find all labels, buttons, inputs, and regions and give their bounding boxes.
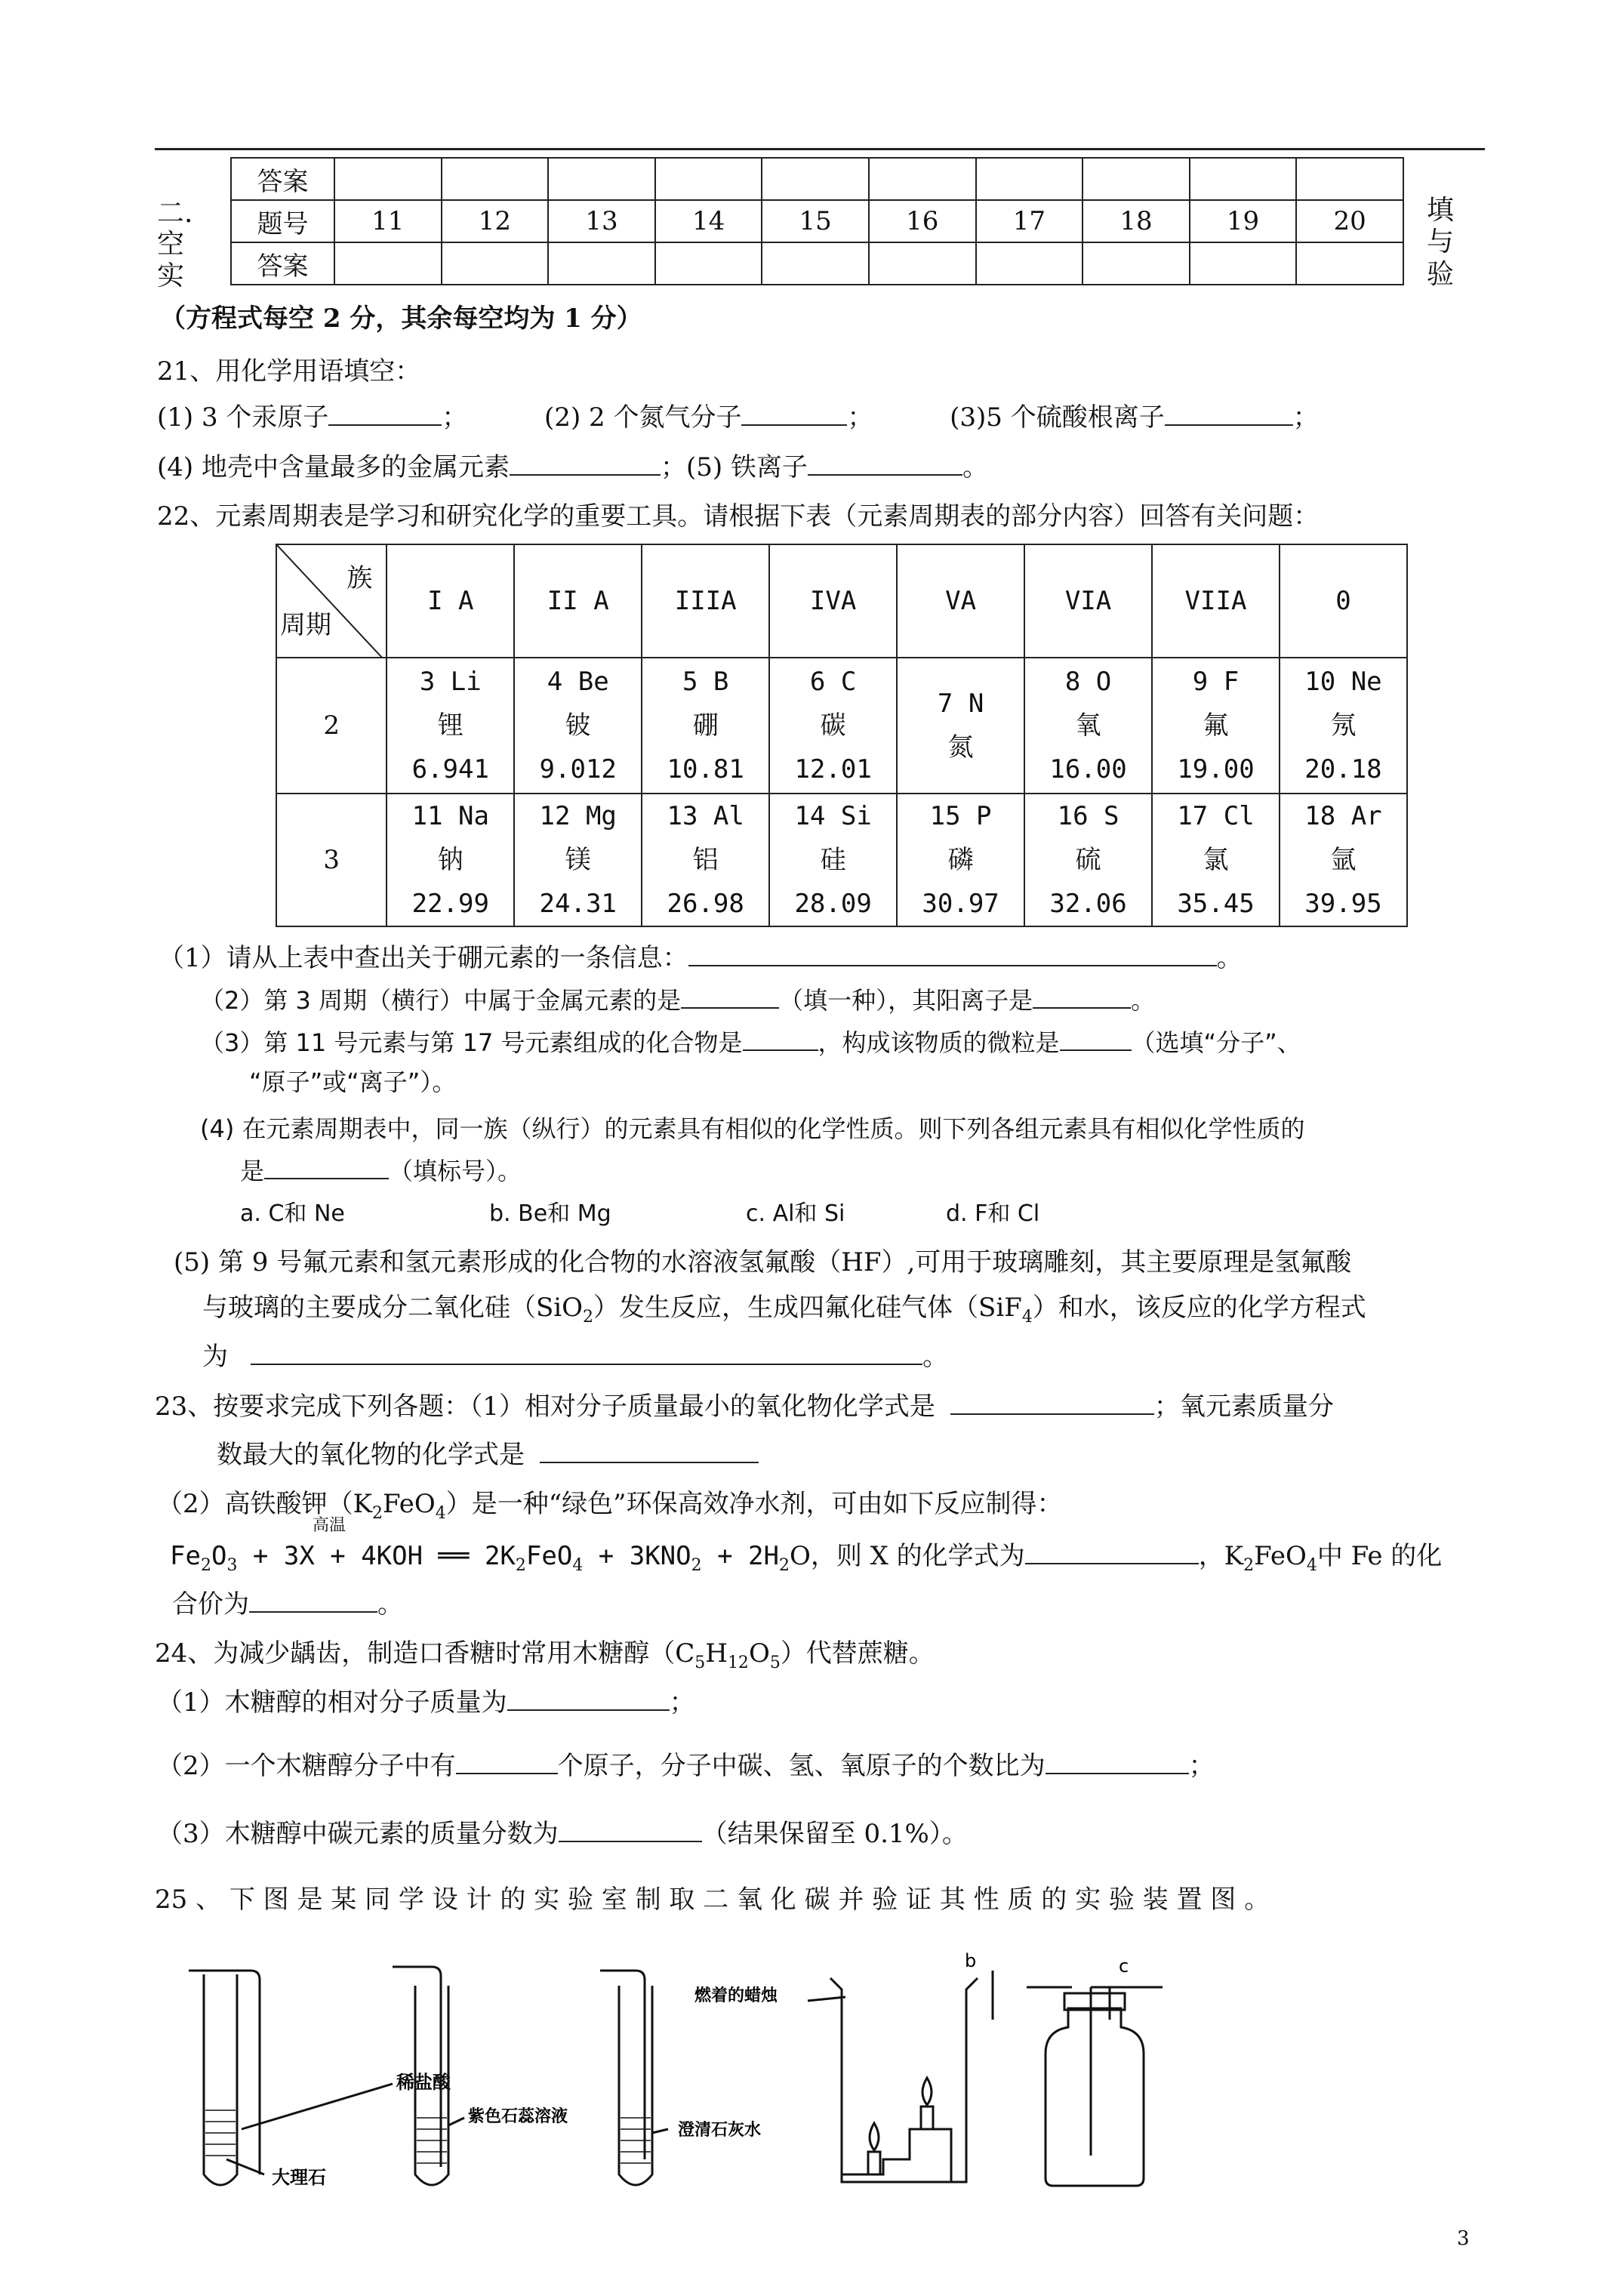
answer-cell[interactable] (976, 242, 1083, 285)
answer-cell[interactable] (1083, 242, 1190, 285)
q24-part3 (157, 1818, 968, 1850)
q22-title: 22、元素周期表是学习和研究化学的重要工具。请根据下表（元素周期表的部分内容）回答有关问题： (157, 501, 1320, 532)
candle-low (868, 2152, 880, 2174)
side-right-3: 验 (1427, 258, 1455, 290)
step-platform (842, 2129, 951, 2182)
element-symbol: 5 B (682, 667, 729, 697)
eq-text: O，则 X 的化学式为 (789, 1541, 1025, 1571)
element-mass: 24.31 (539, 889, 617, 919)
side-left-3: 实 (157, 260, 185, 291)
q24-blank-4[interactable] (559, 1818, 702, 1842)
side-right-1: 填 (1427, 195, 1455, 226)
q21-part5: ；(5) 铁离子 (660, 452, 808, 482)
q21-part2: (2) 2 个氮气分子 (544, 402, 742, 433)
element-mass: 9.012 (539, 754, 617, 784)
pt-group-header: IVA (769, 544, 897, 658)
q22-p2-end: 。 (1131, 986, 1156, 1015)
q24-title-text: H (705, 1638, 728, 1669)
element-name: 氯 (1203, 845, 1229, 875)
element-mass: 6.941 (411, 754, 489, 784)
side-left-1: 二. (157, 198, 193, 229)
pt-corner-group: 族 (346, 563, 373, 593)
element-symbol: 7 N (937, 689, 984, 719)
element-name: 硼 (692, 710, 719, 741)
q24-title-text: 24、为减少龋齿，制造口香糖时常用木糖醇（C (155, 1638, 695, 1669)
liquid-level-a (205, 2110, 236, 2156)
q22-p5-text3: ）和水，该反应的化学方程式 (1032, 1293, 1366, 1323)
pt-row-period-3 (276, 794, 1407, 926)
bottle-body (1046, 2008, 1144, 2186)
answer-cell[interactable] (1083, 158, 1190, 200)
answer-cell[interactable] (442, 158, 549, 200)
q22-p1-end: 。 (1216, 943, 1243, 973)
q22-p5-text4: 为 (202, 1342, 228, 1372)
subscript: 4 (1021, 1307, 1033, 1327)
q23-text4: （2）高铁酸钾（K (157, 1489, 373, 1519)
q22-part5-line2 (202, 1293, 1366, 1327)
q21-blank-5[interactable] (808, 451, 962, 476)
eq-text: FeO (1254, 1541, 1307, 1571)
pt-group-header: IIIA (642, 544, 769, 658)
flame-low-icon (870, 2123, 879, 2150)
element-symbol: 9 F (1192, 667, 1240, 697)
pt-corner-diagonal (277, 545, 383, 658)
answer-cell[interactable] (869, 242, 976, 285)
q23-blank-1[interactable] (950, 1391, 1154, 1415)
q24-title (155, 1638, 935, 1673)
pt-element-cell (514, 658, 642, 794)
section-label-left (157, 198, 192, 291)
q22-p5-text1: 与玻璃的主要成分二氧化硅（SiO (202, 1293, 584, 1323)
element-name: 锂 (437, 710, 463, 741)
element-symbol: 3 Li (419, 667, 482, 697)
q23-equation (170, 1540, 1442, 1576)
element-mass: 28.09 (794, 889, 872, 919)
q23-line1 (155, 1391, 1334, 1422)
answer-cell[interactable] (1296, 158, 1403, 200)
q24-title-text: O (748, 1638, 770, 1669)
question-number: 20 (1296, 200, 1403, 242)
answer-row-bottom (231, 242, 1403, 285)
q22-blank-3[interactable] (1033, 985, 1131, 1009)
q21-end: 。 (962, 452, 988, 482)
q24-part2 (157, 1750, 1215, 1782)
element-mass: 26.98 (667, 889, 744, 919)
pt-element-cell (642, 794, 769, 926)
element-symbol: 18 Ar (1304, 801, 1382, 831)
q24-p1-end: ； (669, 1687, 695, 1718)
subscript: 12 (727, 1653, 749, 1672)
eq-text: + 3KNO (583, 1541, 691, 1571)
pt-element-cell (1152, 794, 1280, 926)
q24-blank-3[interactable] (1046, 1750, 1189, 1774)
element-name: 钠 (437, 845, 463, 875)
q21-blank-2[interactable] (741, 402, 847, 426)
q21-sep2: ； (847, 402, 873, 433)
delivery-tube-c (600, 1971, 645, 2159)
beaker-outline (830, 1978, 978, 2182)
q21-blank-3[interactable] (1165, 402, 1293, 426)
page-number: 3 (1457, 2227, 1470, 2250)
q22-p4-end: （填标号）。 (389, 1157, 522, 1185)
element-symbol: 12 Mg (539, 801, 617, 831)
element-mass: 32.06 (1049, 889, 1127, 919)
answer-cell[interactable] (548, 242, 655, 285)
q22-blank-1[interactable] (688, 942, 1217, 966)
pt-corner-cell (276, 544, 387, 658)
subscript: 2 (372, 1503, 383, 1523)
subscript: 2 (583, 1307, 594, 1327)
eq-text: Fe (170, 1541, 201, 1571)
pt-corner-period: 周期 (280, 610, 331, 640)
subscript: 5 (769, 1653, 781, 1672)
subscript: 3 (226, 1555, 238, 1575)
label-b: b (965, 1950, 977, 1971)
liquid-level-b (417, 2118, 447, 2163)
subscript: 2 (515, 1555, 526, 1575)
pt-period-label: 2 (276, 658, 387, 794)
element-mass: 16.00 (1049, 754, 1127, 784)
element-symbol: 8 O (1064, 667, 1112, 697)
apparatus-c (600, 1971, 668, 2185)
bottle-tube (1027, 1987, 1163, 2156)
q21-sep3: ； (1292, 402, 1319, 433)
option-b[interactable]: b. Be和 Mg (489, 1200, 611, 1227)
eq-text: ，K (1198, 1541, 1244, 1571)
pt-group-header: 0 (1280, 544, 1407, 658)
element-name: 硅 (820, 845, 846, 875)
test-tube-c (619, 1986, 652, 2185)
element-name: 铝 (692, 845, 719, 875)
option-d[interactable]: d. F和 Cl (946, 1200, 1040, 1227)
beaker-b (808, 1971, 993, 2182)
answer-cell[interactable] (976, 158, 1083, 200)
element-symbol: 17 Cl (1177, 801, 1255, 831)
pt-element-cell (1152, 658, 1280, 794)
q22-blank-5[interactable] (1060, 1027, 1132, 1051)
number-label-cell: 题号 (231, 200, 334, 242)
question-number: 17 (976, 200, 1083, 242)
pt-element-cell (897, 658, 1024, 794)
element-symbol: 10 Ne (1304, 667, 1382, 697)
answer-cell[interactable] (1296, 242, 1403, 285)
q22-part1 (159, 942, 1243, 974)
element-mass: 20.18 (1304, 754, 1382, 784)
element-name: 磷 (947, 845, 974, 875)
liquid-level-c (621, 2118, 651, 2163)
q21-blank-4[interactable] (510, 451, 661, 476)
q23-end: 。 (377, 1589, 403, 1620)
q22-part5-line3 (202, 1341, 948, 1373)
option-a[interactable]: a. C和 Ne (240, 1200, 345, 1227)
element-name: 铍 (565, 710, 591, 741)
q21-part4: (4) 地壳中含量最多的金属元素 (157, 452, 510, 482)
element-name: 镁 (565, 845, 591, 875)
q23-text3: 数最大的氧化物的化学式是 (217, 1440, 525, 1470)
question-number: 13 (548, 200, 655, 242)
answer-cell[interactable] (762, 158, 869, 200)
q24-blank-2[interactable] (456, 1750, 558, 1774)
pt-group-header: VA (897, 544, 1024, 658)
element-mass: 19.00 (1177, 754, 1255, 784)
q24-p1-text: （1）木糖醇的相对分子质量为 (157, 1687, 507, 1718)
q23-text5: FeO (383, 1489, 436, 1519)
element-mass: 35.45 (1177, 889, 1255, 919)
candle-high (921, 2106, 933, 2129)
q24-p2-text2: 个原子，分子中碳、氢、氧原子的个数比为 (557, 1751, 1046, 1781)
label-limewater: 澄清石灰水 (678, 2121, 762, 2140)
element-name: 氧 (1075, 710, 1101, 741)
side-right-2: 与 (1427, 227, 1455, 258)
subscript: 2 (778, 1555, 790, 1575)
q23-text1: 23、按要求完成下列各题：（1）相对分子质量最小的氧化物化学式是 (155, 1391, 935, 1422)
delivery-tube-b (393, 1967, 441, 2167)
q24-p3-text2: （结果保留至 0.1%）。 (701, 1819, 968, 1849)
q23-blank-4[interactable] (249, 1589, 377, 1613)
q22-part3 (200, 1027, 1301, 1057)
q22-part2 (200, 985, 1155, 1015)
pt-header-row (276, 544, 1407, 658)
scoring-note: （方程式每空 2 分，其余每空均为 1 分） (160, 304, 642, 334)
element-name: 氖 (1330, 710, 1357, 741)
q22-blank-4[interactable] (743, 1027, 818, 1051)
side-left-2: 空 (157, 229, 185, 260)
q21-title: 21、用化学用语填空： (157, 356, 421, 387)
pt-period-label: 3 (276, 794, 387, 926)
pt-element-cell (1280, 658, 1407, 794)
q22-p5-text2: ）发生反应，生成四氟化硅气体（SiF (593, 1293, 1022, 1323)
q22-p1-text: （1）请从上表中查出关于硼元素的一条信息： (159, 943, 688, 973)
answer-row-top (231, 158, 1403, 200)
question-number: 11 (334, 200, 442, 242)
q22-part4: (4) 在元素周期表中，同一族（纵行）的元素具有相似的化学性质。则下列各组元素具有相似化学性质的 (200, 1114, 1305, 1143)
label-candle: 燃着的蜡烛 (694, 1986, 778, 2005)
question-number: 12 (442, 200, 549, 242)
subscript: 5 (694, 1653, 706, 1672)
pt-element-cell (514, 794, 642, 926)
pointer-b (448, 2118, 464, 2125)
pt-element-cell (769, 658, 897, 794)
pt-row-period-2 (276, 658, 1407, 794)
subscript: 4 (1306, 1555, 1317, 1575)
top-rule (155, 148, 1485, 150)
question-number: 16 (869, 200, 976, 242)
pt-element-cell (769, 794, 897, 926)
element-symbol: 4 Be (547, 667, 609, 697)
q24-part1 (157, 1687, 695, 1718)
pt-group-header: I A (387, 544, 514, 658)
periodic-table (276, 544, 1408, 927)
element-name: 氮 (947, 732, 974, 763)
q21-blank-1[interactable] (328, 402, 442, 426)
answer-cell[interactable] (655, 242, 762, 285)
answer-cell[interactable] (334, 242, 442, 285)
question-number: 14 (655, 200, 762, 242)
q23-text6: ）是一种“绿色”环保高效净水剂，可由如下反应制得： (445, 1489, 1063, 1519)
answer-cell[interactable] (548, 158, 655, 200)
label-marble: 大理石 (272, 2167, 326, 2188)
subscript: 2 (691, 1555, 702, 1575)
q23-text2: ；氧元素质量分 (1153, 1391, 1334, 1422)
question-number: 18 (1083, 200, 1190, 242)
answer-cell[interactable] (442, 242, 549, 285)
answer-cell[interactable] (762, 242, 869, 285)
pt-group-header: VIIA (1152, 544, 1280, 658)
section-label-right (1427, 195, 1454, 291)
q22-part5: (5) 第 9 号氟元素和氢元素形成的化合物的水溶液氢氟酸（HF）,可用于玻璃雕刻，其主要原理是氢氟酸 (174, 1247, 1352, 1277)
answer-cell[interactable] (655, 158, 762, 200)
q24-p2-text: （2）一个木糖醇分子中有 (157, 1751, 456, 1781)
q24-p3-text: （3）木糖醇中碳元素的质量分数为 (157, 1819, 559, 1849)
q21-line1 (157, 402, 1319, 433)
eq-text: + 3X + 4KOH ══ 2K (237, 1541, 516, 1571)
element-name: 硫 (1075, 845, 1101, 875)
q22-p4-text: 是 (240, 1157, 265, 1185)
element-mass: 39.95 (1304, 889, 1382, 919)
element-name: 碳 (820, 710, 846, 741)
flame-high-icon (922, 2078, 932, 2105)
element-name: 氩 (1330, 845, 1357, 875)
q22-p5-end: 。 (922, 1342, 948, 1372)
element-symbol: 6 C (809, 667, 857, 697)
answer-label-cell: 答案 (231, 242, 334, 285)
q22-blank-7[interactable] (251, 1341, 922, 1365)
q23-blank-2[interactable] (540, 1439, 759, 1463)
pointer-c (652, 2129, 668, 2133)
q22-p3-text3: （选填“分子”、 (1131, 1028, 1301, 1057)
option-c[interactable]: c. Al和 Si (746, 1200, 845, 1227)
pt-element-cell (387, 658, 514, 794)
q22-p2-text2: （填一种），其阳离子是 (779, 986, 1033, 1015)
answer-table (230, 157, 1404, 285)
q24-blank-1[interactable] (507, 1687, 670, 1711)
pt-element-cell (897, 794, 1024, 926)
answer-cell[interactable] (1190, 158, 1297, 200)
question-number: 15 (762, 200, 869, 242)
answer-label-cell: 答案 (231, 158, 334, 200)
pt-element-cell (1024, 658, 1152, 794)
q23-line5 (172, 1589, 403, 1620)
subscript: 2 (200, 1555, 211, 1575)
gas-bottle-c (1027, 1987, 1163, 2186)
answer-cell[interactable] (869, 158, 976, 200)
element-name: 氟 (1203, 710, 1229, 741)
element-mass: 12.01 (794, 754, 872, 784)
candle-pointer (808, 1997, 845, 2001)
element-mass: 10.81 (667, 754, 744, 784)
q22-options (240, 1200, 1039, 1228)
q21-line2 (157, 451, 988, 483)
eq-text: + 2H (701, 1541, 779, 1571)
subscript: 4 (572, 1555, 584, 1575)
q23-line2 (217, 1439, 759, 1471)
q21-part3: (3)5 个硫酸根离子 (950, 402, 1165, 433)
element-symbol: 11 Na (411, 801, 489, 831)
pt-element-cell (1280, 794, 1407, 926)
eq-text: 中 Fe 的化 (1317, 1541, 1443, 1571)
pt-group-header: II A (514, 544, 642, 658)
question-number: 19 (1190, 200, 1297, 242)
q23-line3 (157, 1489, 1063, 1524)
number-row (231, 200, 1403, 242)
apparatus-diagram (166, 1948, 1344, 2205)
test-tube-a (204, 1974, 237, 2185)
apparatus-a (189, 1971, 393, 2185)
eq-text: FeO (525, 1541, 573, 1571)
answer-cell[interactable] (1190, 242, 1297, 285)
pointer-a1 (242, 2084, 393, 2129)
pt-element-cell (1024, 794, 1152, 926)
element-symbol: 14 Si (794, 801, 872, 831)
pt-group-header: VIA (1024, 544, 1152, 658)
label-acid: 稀盐酸 (396, 2072, 451, 2093)
reaction-condition: 高温 (313, 1516, 346, 1535)
q22-p2-text: （2）第 3 周期（横行）中属于金属元素的是 (200, 986, 682, 1015)
q22-p3-text2: ，构成该物质的微粒是 (818, 1028, 1060, 1057)
q22-part4-cont (240, 1155, 522, 1185)
label-litmus: 紫色石蕊溶液 (468, 2107, 568, 2126)
element-symbol: 16 S (1057, 801, 1119, 831)
q25-title: 25 、 下 图 是 某 同 学 设 计 的 实 验 室 制 取 二 氧 化 碳 并 验 证 其 性 质 的 实 验 装 置 图 。 (155, 1885, 1270, 1915)
element-mass: 22.99 (411, 889, 489, 919)
subscript: 2 (1243, 1555, 1255, 1575)
subscript: 4 (435, 1503, 446, 1523)
q23-blank-3[interactable] (1025, 1540, 1199, 1564)
q24-p2-end: ； (1188, 1751, 1215, 1781)
element-symbol: 15 P (929, 801, 992, 831)
q22-p3-text: （3）第 11 号元素与第 17 号元素组成的化合物是 (200, 1028, 743, 1057)
label-c: c (1119, 1955, 1129, 1977)
q24-title-text: ）代替蔗糖。 (780, 1638, 935, 1669)
q21-part1: (1) 3 个汞原子 (157, 402, 329, 433)
element-symbol: 13 Al (667, 801, 744, 831)
element-mass: 30.97 (922, 889, 999, 919)
pt-element-cell (387, 794, 514, 926)
q22-part3-cont: “原子”或“离子”）。 (249, 1068, 457, 1096)
q22-blank-6[interactable] (264, 1155, 389, 1179)
answer-cell[interactable] (334, 158, 442, 200)
pt-element-cell (642, 658, 769, 794)
q22-blank-2[interactable] (681, 985, 779, 1009)
q23-text7: 合价为 (172, 1589, 249, 1620)
q21-sep1: ； (442, 402, 468, 433)
eq-text: O (211, 1541, 227, 1571)
